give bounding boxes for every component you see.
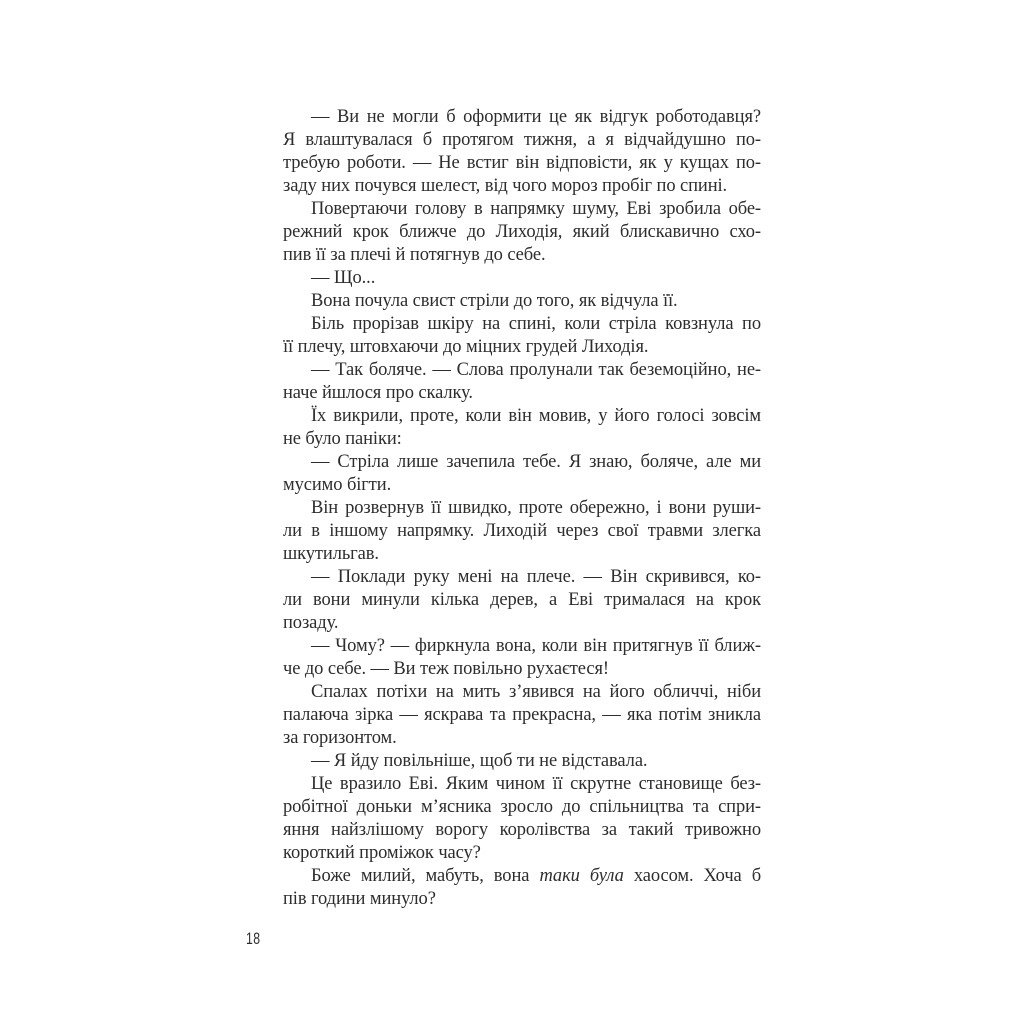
text-segment: Спалах потіхи на мить з’явився на його обличчі, ніби	[311, 682, 761, 702]
text-segment: Боже милий, мабуть, вона	[311, 866, 540, 886]
text-line	[283, 589, 761, 612]
text-segment: ли в іншому напрямку. Лиходій через свої травми злегка	[283, 521, 761, 541]
text-segment: пів години минуло?	[283, 889, 436, 909]
text-segment: позаду.	[283, 613, 339, 633]
text-segment: — Що...	[311, 268, 376, 288]
text-segment: Я влаштувалася б протягом тижня, а я відчайдушно по-	[283, 130, 761, 150]
paragraph	[283, 313, 761, 359]
text-line	[283, 819, 761, 842]
text-segment: палаюча зірка — яскрава та прекрасна, — яка потім зникла	[283, 705, 761, 725]
text-line	[283, 520, 761, 543]
text-line	[283, 842, 761, 865]
text-segment: — Так боляче. — Слова пролунали так беземоційно, не-	[311, 360, 761, 380]
text-line	[283, 727, 761, 750]
page-text-block	[283, 106, 761, 911]
paragraph	[283, 566, 761, 635]
paragraph	[283, 497, 761, 566]
text-segment: Повертаючи голову в напрямку шуму, Еві зробила обе-	[311, 199, 761, 219]
text-line	[283, 428, 761, 451]
text-segment: Вона почула свист стріли до того, як відчула її.	[311, 291, 678, 311]
text-line	[283, 221, 761, 244]
text-line	[283, 313, 761, 336]
text-line	[283, 612, 761, 635]
paragraph	[283, 635, 761, 681]
text-segment: — Поклади руку мені на плече. — Він скривився, ко-	[311, 567, 761, 587]
text-line	[283, 681, 761, 704]
text-segment: требую роботи. — Не встиг він відповісти, як у кущах по-	[283, 153, 761, 173]
paragraph	[283, 198, 761, 267]
italic-text: таки була	[539, 866, 624, 886]
text-line	[283, 152, 761, 175]
text-line	[283, 497, 761, 520]
text-line	[283, 198, 761, 221]
text-segment: режний крок ближче до Лиходія, який блискавично схо-	[283, 222, 761, 242]
text-segment: робітної доньки м’ясника зросло до спільництва та спри-	[283, 797, 761, 817]
text-line	[283, 382, 761, 405]
text-segment: Їх викрили, проте, коли він мовив, у його голосі зовсім	[311, 406, 761, 426]
text-line	[283, 267, 761, 290]
paragraph	[283, 681, 761, 750]
paragraph	[283, 290, 761, 313]
paragraph	[283, 773, 761, 865]
text-line	[283, 290, 761, 313]
text-line	[283, 796, 761, 819]
text-segment: че до себе. — Ви теж повільно рухаєтеся!	[283, 659, 609, 679]
text-line	[283, 129, 761, 152]
text-line	[283, 635, 761, 658]
text-line	[283, 336, 761, 359]
text-segment: за горизонтом.	[283, 728, 397, 748]
paragraph	[283, 865, 761, 911]
text-segment: — Чому? — фиркнула вона, коли він притягнув її ближ-	[311, 636, 761, 656]
page-number: 18	[246, 930, 261, 948]
text-line	[283, 704, 761, 727]
text-line	[283, 106, 761, 129]
text-line	[283, 405, 761, 428]
text-segment: наче йшлося про скалку.	[283, 383, 473, 403]
text-segment: яння найзлішому ворогу королівства за такий тривожно	[283, 820, 761, 840]
text-line	[283, 244, 761, 267]
text-line	[283, 543, 761, 566]
text-segment: — Ви не могли б оформити це як відгук роботодавця?	[311, 107, 761, 127]
text-segment: хаосом. Хоча б	[623, 866, 761, 886]
paragraph	[283, 451, 761, 497]
text-segment: Він розвернув її швидко, проте обережно, і вони руши-	[311, 498, 761, 518]
paragraph	[283, 750, 761, 773]
text-line	[283, 474, 761, 497]
text-line	[283, 750, 761, 773]
text-line	[283, 865, 761, 888]
text-segment: її плечу, штовхаючи до міцних грудей Лиходія.	[283, 337, 649, 357]
text-segment: шкутильгав.	[283, 544, 379, 564]
text-line	[283, 773, 761, 796]
text-segment: Біль прорізав шкіру на спині, коли стріла ковзнула по	[311, 314, 761, 334]
text-segment: пив її за плечі й потягнув до себе.	[283, 245, 546, 265]
text-segment: — Стріла лише зачепила тебе. Я знаю, боляче, але ми	[311, 452, 761, 472]
text-line	[283, 658, 761, 681]
text-line	[283, 888, 761, 911]
text-line	[283, 451, 761, 474]
text-segment: Це вразило Еві. Яким чином її скрутне становище без-	[311, 774, 761, 794]
paragraph	[283, 405, 761, 451]
paragraph	[283, 106, 761, 198]
text-segment: мусимо бігти.	[283, 475, 392, 495]
text-line	[283, 566, 761, 589]
paragraph	[283, 359, 761, 405]
text-segment: не було паніки:	[283, 429, 402, 449]
text-segment: ли вони минули кілька дерев, а Еві трималася на крок	[283, 590, 761, 610]
text-line	[283, 175, 761, 198]
paragraph	[283, 267, 761, 290]
text-line	[283, 359, 761, 382]
text-segment: короткий проміжок часу?	[283, 843, 481, 863]
text-segment: заду них почувся шелест, від чого мороз пробіг по спині.	[283, 176, 728, 196]
text-segment: — Я йду повільніше, щоб ти не відставала.	[311, 751, 648, 771]
